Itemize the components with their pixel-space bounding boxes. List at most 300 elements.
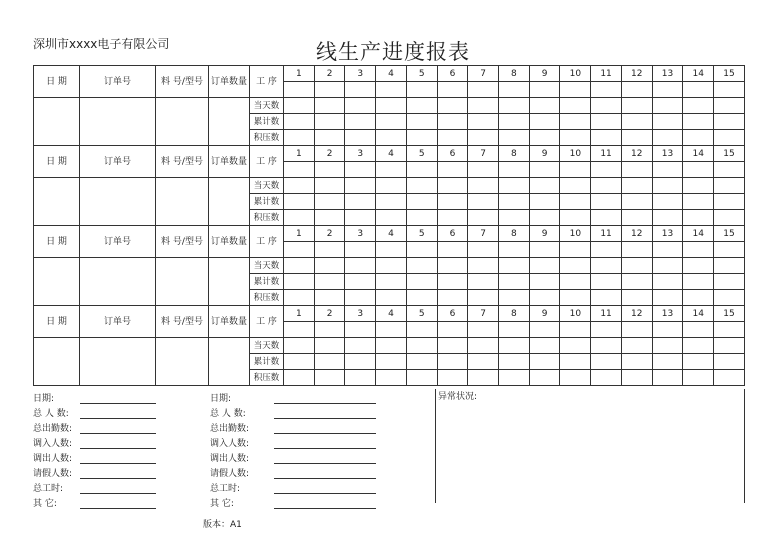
- value-cell[interactable]: [560, 210, 591, 226]
- step-name-cell[interactable]: [621, 322, 652, 338]
- value-cell[interactable]: [683, 258, 714, 274]
- value-cell[interactable]: [652, 98, 683, 114]
- step-name-cell[interactable]: [406, 162, 437, 178]
- value-cell[interactable]: [437, 274, 468, 290]
- value-cell[interactable]: [499, 98, 530, 114]
- summary-input-line[interactable]: [80, 468, 156, 479]
- value-cell[interactable]: [345, 290, 376, 306]
- step-name-cell[interactable]: [560, 82, 591, 98]
- value-cell[interactable]: [314, 274, 345, 290]
- report-title: 线生产进度报表: [316, 40, 470, 64]
- value-cell[interactable]: [314, 338, 345, 354]
- step-number: 12: [621, 66, 652, 82]
- value-cell[interactable]: [499, 258, 530, 274]
- value-cell[interactable]: [560, 194, 591, 210]
- value-cell[interactable]: [314, 178, 345, 194]
- value-cell[interactable]: [345, 178, 376, 194]
- value-cell[interactable]: [591, 274, 622, 290]
- value-cell[interactable]: [314, 194, 345, 210]
- value-cell[interactable]: [284, 370, 315, 386]
- step-number: 9: [529, 146, 560, 162]
- value-cell[interactable]: [376, 274, 407, 290]
- value-cell[interactable]: [529, 274, 560, 290]
- step-name-cell[interactable]: [314, 242, 345, 258]
- summary-input-line[interactable]: [274, 468, 376, 479]
- value-cell[interactable]: [683, 98, 714, 114]
- step-name-cell[interactable]: [499, 322, 530, 338]
- value-cell[interactable]: [652, 258, 683, 274]
- value-cell[interactable]: [437, 210, 468, 226]
- value-cell[interactable]: [345, 338, 376, 354]
- value-cell[interactable]: [284, 354, 315, 370]
- date-cell[interactable]: [34, 258, 80, 306]
- value-cell[interactable]: [529, 98, 560, 114]
- value-cell[interactable]: [437, 114, 468, 130]
- step-name-cell[interactable]: [345, 162, 376, 178]
- step-name-cell[interactable]: [652, 242, 683, 258]
- step-name-cell[interactable]: [437, 82, 468, 98]
- summary-input-line[interactable]: [80, 393, 156, 404]
- value-cell[interactable]: [499, 338, 530, 354]
- value-cell[interactable]: [621, 114, 652, 130]
- value-cell[interactable]: [314, 258, 345, 274]
- value-cell[interactable]: [652, 354, 683, 370]
- value-cell[interactable]: [652, 338, 683, 354]
- step-name-cell[interactable]: [284, 162, 315, 178]
- value-cell[interactable]: [714, 258, 745, 274]
- summary-input-line[interactable]: [80, 483, 156, 494]
- value-cell[interactable]: [468, 130, 499, 146]
- value-cell[interactable]: [314, 210, 345, 226]
- value-cell[interactable]: [314, 114, 345, 130]
- value-cell[interactable]: [499, 290, 530, 306]
- row-label: 积压数: [250, 130, 284, 146]
- value-cell[interactable]: [591, 290, 622, 306]
- step-name-cell[interactable]: [345, 82, 376, 98]
- value-cell[interactable]: [437, 194, 468, 210]
- value-cell[interactable]: [652, 210, 683, 226]
- value-cell[interactable]: [714, 338, 745, 354]
- value-cell[interactable]: [345, 370, 376, 386]
- step-number: 13: [652, 146, 683, 162]
- value-cell[interactable]: [714, 274, 745, 290]
- value-cell[interactable]: [683, 354, 714, 370]
- step-name-cell[interactable]: [591, 82, 622, 98]
- value-cell[interactable]: [345, 194, 376, 210]
- step-number: 14: [683, 226, 714, 242]
- value-cell[interactable]: [376, 210, 407, 226]
- step-number: 8: [499, 226, 530, 242]
- value-cell[interactable]: [376, 98, 407, 114]
- value-cell[interactable]: [560, 290, 591, 306]
- value-cell[interactable]: [529, 130, 560, 146]
- value-cell[interactable]: [406, 210, 437, 226]
- step-name-cell[interactable]: [284, 242, 315, 258]
- value-cell[interactable]: [499, 114, 530, 130]
- value-cell[interactable]: [652, 290, 683, 306]
- date-cell[interactable]: [34, 338, 80, 386]
- value-cell[interactable]: [591, 210, 622, 226]
- value-cell[interactable]: [499, 274, 530, 290]
- step-number: 2: [314, 146, 345, 162]
- summary-input-line[interactable]: [274, 423, 376, 434]
- value-cell[interactable]: [437, 354, 468, 370]
- step-name-cell[interactable]: [560, 322, 591, 338]
- summary-input-line[interactable]: [80, 453, 156, 464]
- qty-cell[interactable]: [209, 178, 250, 226]
- value-cell[interactable]: [683, 290, 714, 306]
- step-name-cell[interactable]: [406, 82, 437, 98]
- step-number: 3: [345, 66, 376, 82]
- value-cell[interactable]: [468, 98, 499, 114]
- value-cell[interactable]: [437, 370, 468, 386]
- step-name-cell[interactable]: [683, 242, 714, 258]
- step-name-cell[interactable]: [499, 242, 530, 258]
- summary-input-line[interactable]: [80, 408, 156, 419]
- step-name-cell[interactable]: [468, 162, 499, 178]
- value-cell[interactable]: [652, 274, 683, 290]
- step-name-cell[interactable]: [468, 242, 499, 258]
- summary-field: [33, 494, 156, 509]
- step-name-cell[interactable]: [406, 322, 437, 338]
- value-cell[interactable]: [683, 274, 714, 290]
- value-cell[interactable]: [560, 178, 591, 194]
- value-cell[interactable]: [437, 338, 468, 354]
- qty-cell[interactable]: [209, 258, 250, 306]
- step-name-cell[interactable]: [314, 82, 345, 98]
- step-name-cell[interactable]: [376, 242, 407, 258]
- value-cell[interactable]: [284, 98, 315, 114]
- step-name-cell[interactable]: [406, 242, 437, 258]
- part-cell[interactable]: [156, 338, 209, 386]
- step-name-cell[interactable]: [591, 322, 622, 338]
- value-cell[interactable]: [314, 130, 345, 146]
- value-cell[interactable]: [468, 178, 499, 194]
- value-cell[interactable]: [284, 274, 315, 290]
- value-cell[interactable]: [468, 274, 499, 290]
- step-name-cell[interactable]: [652, 82, 683, 98]
- summary-field: [33, 479, 156, 494]
- value-cell[interactable]: [314, 370, 345, 386]
- value-cell[interactable]: [591, 354, 622, 370]
- value-cell[interactable]: [714, 354, 745, 370]
- value-cell[interactable]: [406, 114, 437, 130]
- value-cell[interactable]: [652, 130, 683, 146]
- value-cell[interactable]: [406, 354, 437, 370]
- value-cell[interactable]: [529, 354, 560, 370]
- value-cell[interactable]: [591, 338, 622, 354]
- value-cell[interactable]: [406, 370, 437, 386]
- step-number: 7: [468, 226, 499, 242]
- value-cell[interactable]: [314, 98, 345, 114]
- step-name-cell[interactable]: [376, 82, 407, 98]
- divider: [435, 389, 436, 503]
- qty-cell[interactable]: [209, 338, 250, 386]
- value-cell[interactable]: [714, 114, 745, 130]
- step-name-cell[interactable]: [621, 162, 652, 178]
- step-number: 1: [284, 226, 315, 242]
- value-cell[interactable]: [560, 338, 591, 354]
- value-cell[interactable]: [406, 338, 437, 354]
- value-cell[interactable]: [376, 338, 407, 354]
- step-name-cell[interactable]: [376, 162, 407, 178]
- value-cell[interactable]: [376, 354, 407, 370]
- step-name-cell[interactable]: [284, 82, 315, 98]
- value-cell[interactable]: [621, 274, 652, 290]
- step-name-cell[interactable]: [683, 322, 714, 338]
- value-cell[interactable]: [621, 338, 652, 354]
- value-cell[interactable]: [284, 114, 315, 130]
- step-name-cell[interactable]: [560, 162, 591, 178]
- step-number: 4: [376, 306, 407, 322]
- value-cell[interactable]: [621, 290, 652, 306]
- value-cell[interactable]: [683, 114, 714, 130]
- header-row: [34, 66, 745, 82]
- order-cell[interactable]: [80, 338, 156, 386]
- value-cell[interactable]: [345, 98, 376, 114]
- step-name-cell[interactable]: [314, 162, 345, 178]
- value-cell[interactable]: [284, 338, 315, 354]
- step-name-cell[interactable]: [714, 242, 745, 258]
- value-cell[interactable]: [468, 258, 499, 274]
- value-cell[interactable]: [437, 130, 468, 146]
- step-name-cell[interactable]: [529, 82, 560, 98]
- value-cell[interactable]: [529, 210, 560, 226]
- value-cell[interactable]: [683, 178, 714, 194]
- summary-field: [210, 389, 376, 404]
- step-name-cell[interactable]: [529, 162, 560, 178]
- value-cell[interactable]: [560, 354, 591, 370]
- step-name-cell[interactable]: [499, 82, 530, 98]
- summary-input-line[interactable]: [274, 498, 376, 509]
- value-cell[interactable]: [714, 98, 745, 114]
- value-cell[interactable]: [560, 98, 591, 114]
- qty-cell[interactable]: [209, 98, 250, 146]
- value-cell[interactable]: [529, 178, 560, 194]
- summary-input-line[interactable]: [80, 438, 156, 449]
- part-cell[interactable]: [156, 98, 209, 146]
- value-cell[interactable]: [683, 338, 714, 354]
- step-name-cell[interactable]: [591, 242, 622, 258]
- value-cell[interactable]: [621, 210, 652, 226]
- value-cell[interactable]: [499, 354, 530, 370]
- step-name-cell[interactable]: [621, 82, 652, 98]
- step-number: 13: [652, 226, 683, 242]
- value-cell[interactable]: [406, 178, 437, 194]
- value-cell[interactable]: [406, 194, 437, 210]
- value-cell[interactable]: [376, 178, 407, 194]
- step-name-cell[interactable]: [683, 82, 714, 98]
- step-number: 1: [284, 306, 315, 322]
- step-name-cell[interactable]: [714, 82, 745, 98]
- step-number: 1: [284, 146, 315, 162]
- value-cell[interactable]: [529, 370, 560, 386]
- step-name-cell[interactable]: [529, 242, 560, 258]
- value-cell[interactable]: [529, 114, 560, 130]
- step-name-cell[interactable]: [314, 322, 345, 338]
- value-cell[interactable]: [683, 210, 714, 226]
- value-cell[interactable]: [591, 178, 622, 194]
- step-name-cell[interactable]: [683, 162, 714, 178]
- value-cell[interactable]: [284, 194, 315, 210]
- value-cell[interactable]: [406, 258, 437, 274]
- step-name-cell[interactable]: [468, 82, 499, 98]
- value-cell[interactable]: [529, 338, 560, 354]
- step-name-cell[interactable]: [621, 242, 652, 258]
- value-cell[interactable]: [284, 210, 315, 226]
- step-number: 10: [560, 146, 591, 162]
- order-cell[interactable]: [80, 178, 156, 226]
- value-cell[interactable]: [499, 178, 530, 194]
- value-cell[interactable]: [376, 258, 407, 274]
- step-name-cell[interactable]: [437, 242, 468, 258]
- value-cell[interactable]: [621, 194, 652, 210]
- summary-input-line[interactable]: [274, 438, 376, 449]
- value-cell[interactable]: [591, 194, 622, 210]
- value-cell[interactable]: [652, 178, 683, 194]
- step-name-cell[interactable]: [652, 322, 683, 338]
- value-cell[interactable]: [437, 258, 468, 274]
- value-cell[interactable]: [621, 178, 652, 194]
- value-cell[interactable]: [621, 258, 652, 274]
- value-cell[interactable]: [345, 210, 376, 226]
- summary-field: [33, 404, 156, 419]
- value-cell[interactable]: [621, 98, 652, 114]
- value-cell[interactable]: [591, 98, 622, 114]
- value-cell[interactable]: [683, 370, 714, 386]
- value-cell[interactable]: [560, 114, 591, 130]
- value-cell[interactable]: [714, 194, 745, 210]
- value-cell[interactable]: [621, 370, 652, 386]
- summary-input-line[interactable]: [80, 423, 156, 434]
- value-cell[interactable]: [468, 370, 499, 386]
- value-cell[interactable]: [468, 338, 499, 354]
- step-name-cell[interactable]: [499, 162, 530, 178]
- value-cell[interactable]: [529, 194, 560, 210]
- summary-input-line[interactable]: [274, 483, 376, 494]
- value-cell[interactable]: [591, 114, 622, 130]
- value-cell[interactable]: [284, 258, 315, 274]
- value-cell[interactable]: [714, 130, 745, 146]
- value-cell[interactable]: [345, 114, 376, 130]
- value-cell[interactable]: [284, 178, 315, 194]
- value-cell[interactable]: [468, 114, 499, 130]
- step-name-cell[interactable]: [468, 322, 499, 338]
- value-cell[interactable]: [437, 178, 468, 194]
- value-cell[interactable]: [284, 290, 315, 306]
- value-cell[interactable]: [560, 370, 591, 386]
- value-cell[interactable]: [683, 130, 714, 146]
- order-cell[interactable]: [80, 258, 156, 306]
- value-cell[interactable]: [376, 114, 407, 130]
- value-cell[interactable]: [499, 194, 530, 210]
- value-cell[interactable]: [591, 370, 622, 386]
- value-cell[interactable]: [406, 98, 437, 114]
- value-cell[interactable]: [591, 258, 622, 274]
- value-cell[interactable]: [591, 130, 622, 146]
- value-cell[interactable]: [406, 274, 437, 290]
- value-cell[interactable]: [714, 370, 745, 386]
- value-cell[interactable]: [499, 210, 530, 226]
- value-cell[interactable]: [652, 194, 683, 210]
- value-cell[interactable]: [376, 130, 407, 146]
- value-cell[interactable]: [437, 290, 468, 306]
- value-cell[interactable]: [468, 354, 499, 370]
- value-cell[interactable]: [376, 194, 407, 210]
- value-cell[interactable]: [406, 290, 437, 306]
- step-name-cell[interactable]: [376, 322, 407, 338]
- part-cell[interactable]: [156, 258, 209, 306]
- value-cell[interactable]: [345, 258, 376, 274]
- value-cell[interactable]: [529, 290, 560, 306]
- value-cell[interactable]: [714, 210, 745, 226]
- value-cell[interactable]: [468, 290, 499, 306]
- value-cell[interactable]: [345, 130, 376, 146]
- step-name-cell[interactable]: [652, 162, 683, 178]
- step-name-cell[interactable]: [437, 162, 468, 178]
- value-cell[interactable]: [376, 290, 407, 306]
- summary-input-line[interactable]: [274, 393, 376, 404]
- value-cell[interactable]: [437, 98, 468, 114]
- step-name-cell[interactable]: [591, 162, 622, 178]
- value-cell[interactable]: [468, 210, 499, 226]
- value-cell[interactable]: [345, 354, 376, 370]
- value-cell[interactable]: [683, 194, 714, 210]
- date-cell[interactable]: [34, 178, 80, 226]
- header-order: 订单号: [80, 146, 156, 178]
- value-cell[interactable]: [560, 258, 591, 274]
- step-name-cell[interactable]: [345, 242, 376, 258]
- step-number: 8: [499, 66, 530, 82]
- step-name-cell[interactable]: [560, 242, 591, 258]
- step-name-cell[interactable]: [714, 162, 745, 178]
- date-cell[interactable]: [34, 98, 80, 146]
- value-cell[interactable]: [714, 178, 745, 194]
- value-cell[interactable]: [345, 274, 376, 290]
- step-number: 7: [468, 146, 499, 162]
- summary-input-line[interactable]: [274, 453, 376, 464]
- value-cell[interactable]: [652, 370, 683, 386]
- step-name-cell[interactable]: [437, 322, 468, 338]
- step-name-cell[interactable]: [529, 322, 560, 338]
- value-cell[interactable]: [714, 290, 745, 306]
- value-cell[interactable]: [560, 274, 591, 290]
- value-cell[interactable]: [284, 130, 315, 146]
- summary-input-line[interactable]: [80, 498, 156, 509]
- step-number: 12: [621, 146, 652, 162]
- value-cell[interactable]: [621, 130, 652, 146]
- value-cell[interactable]: [499, 130, 530, 146]
- value-cell[interactable]: [314, 354, 345, 370]
- value-cell[interactable]: [499, 370, 530, 386]
- value-cell[interactable]: [406, 130, 437, 146]
- step-name-cell[interactable]: [714, 322, 745, 338]
- value-cell[interactable]: [652, 114, 683, 130]
- order-cell[interactable]: [80, 98, 156, 146]
- value-cell[interactable]: [468, 194, 499, 210]
- summary-input-line[interactable]: [274, 408, 376, 419]
- step-name-cell[interactable]: [284, 322, 315, 338]
- row-label: 当天数: [250, 98, 284, 114]
- divider: [744, 389, 745, 503]
- value-cell[interactable]: [560, 130, 591, 146]
- value-cell[interactable]: [621, 354, 652, 370]
- value-cell[interactable]: [314, 290, 345, 306]
- step-name-cell[interactable]: [345, 322, 376, 338]
- part-cell[interactable]: [156, 178, 209, 226]
- value-cell[interactable]: [529, 258, 560, 274]
- value-cell[interactable]: [376, 370, 407, 386]
